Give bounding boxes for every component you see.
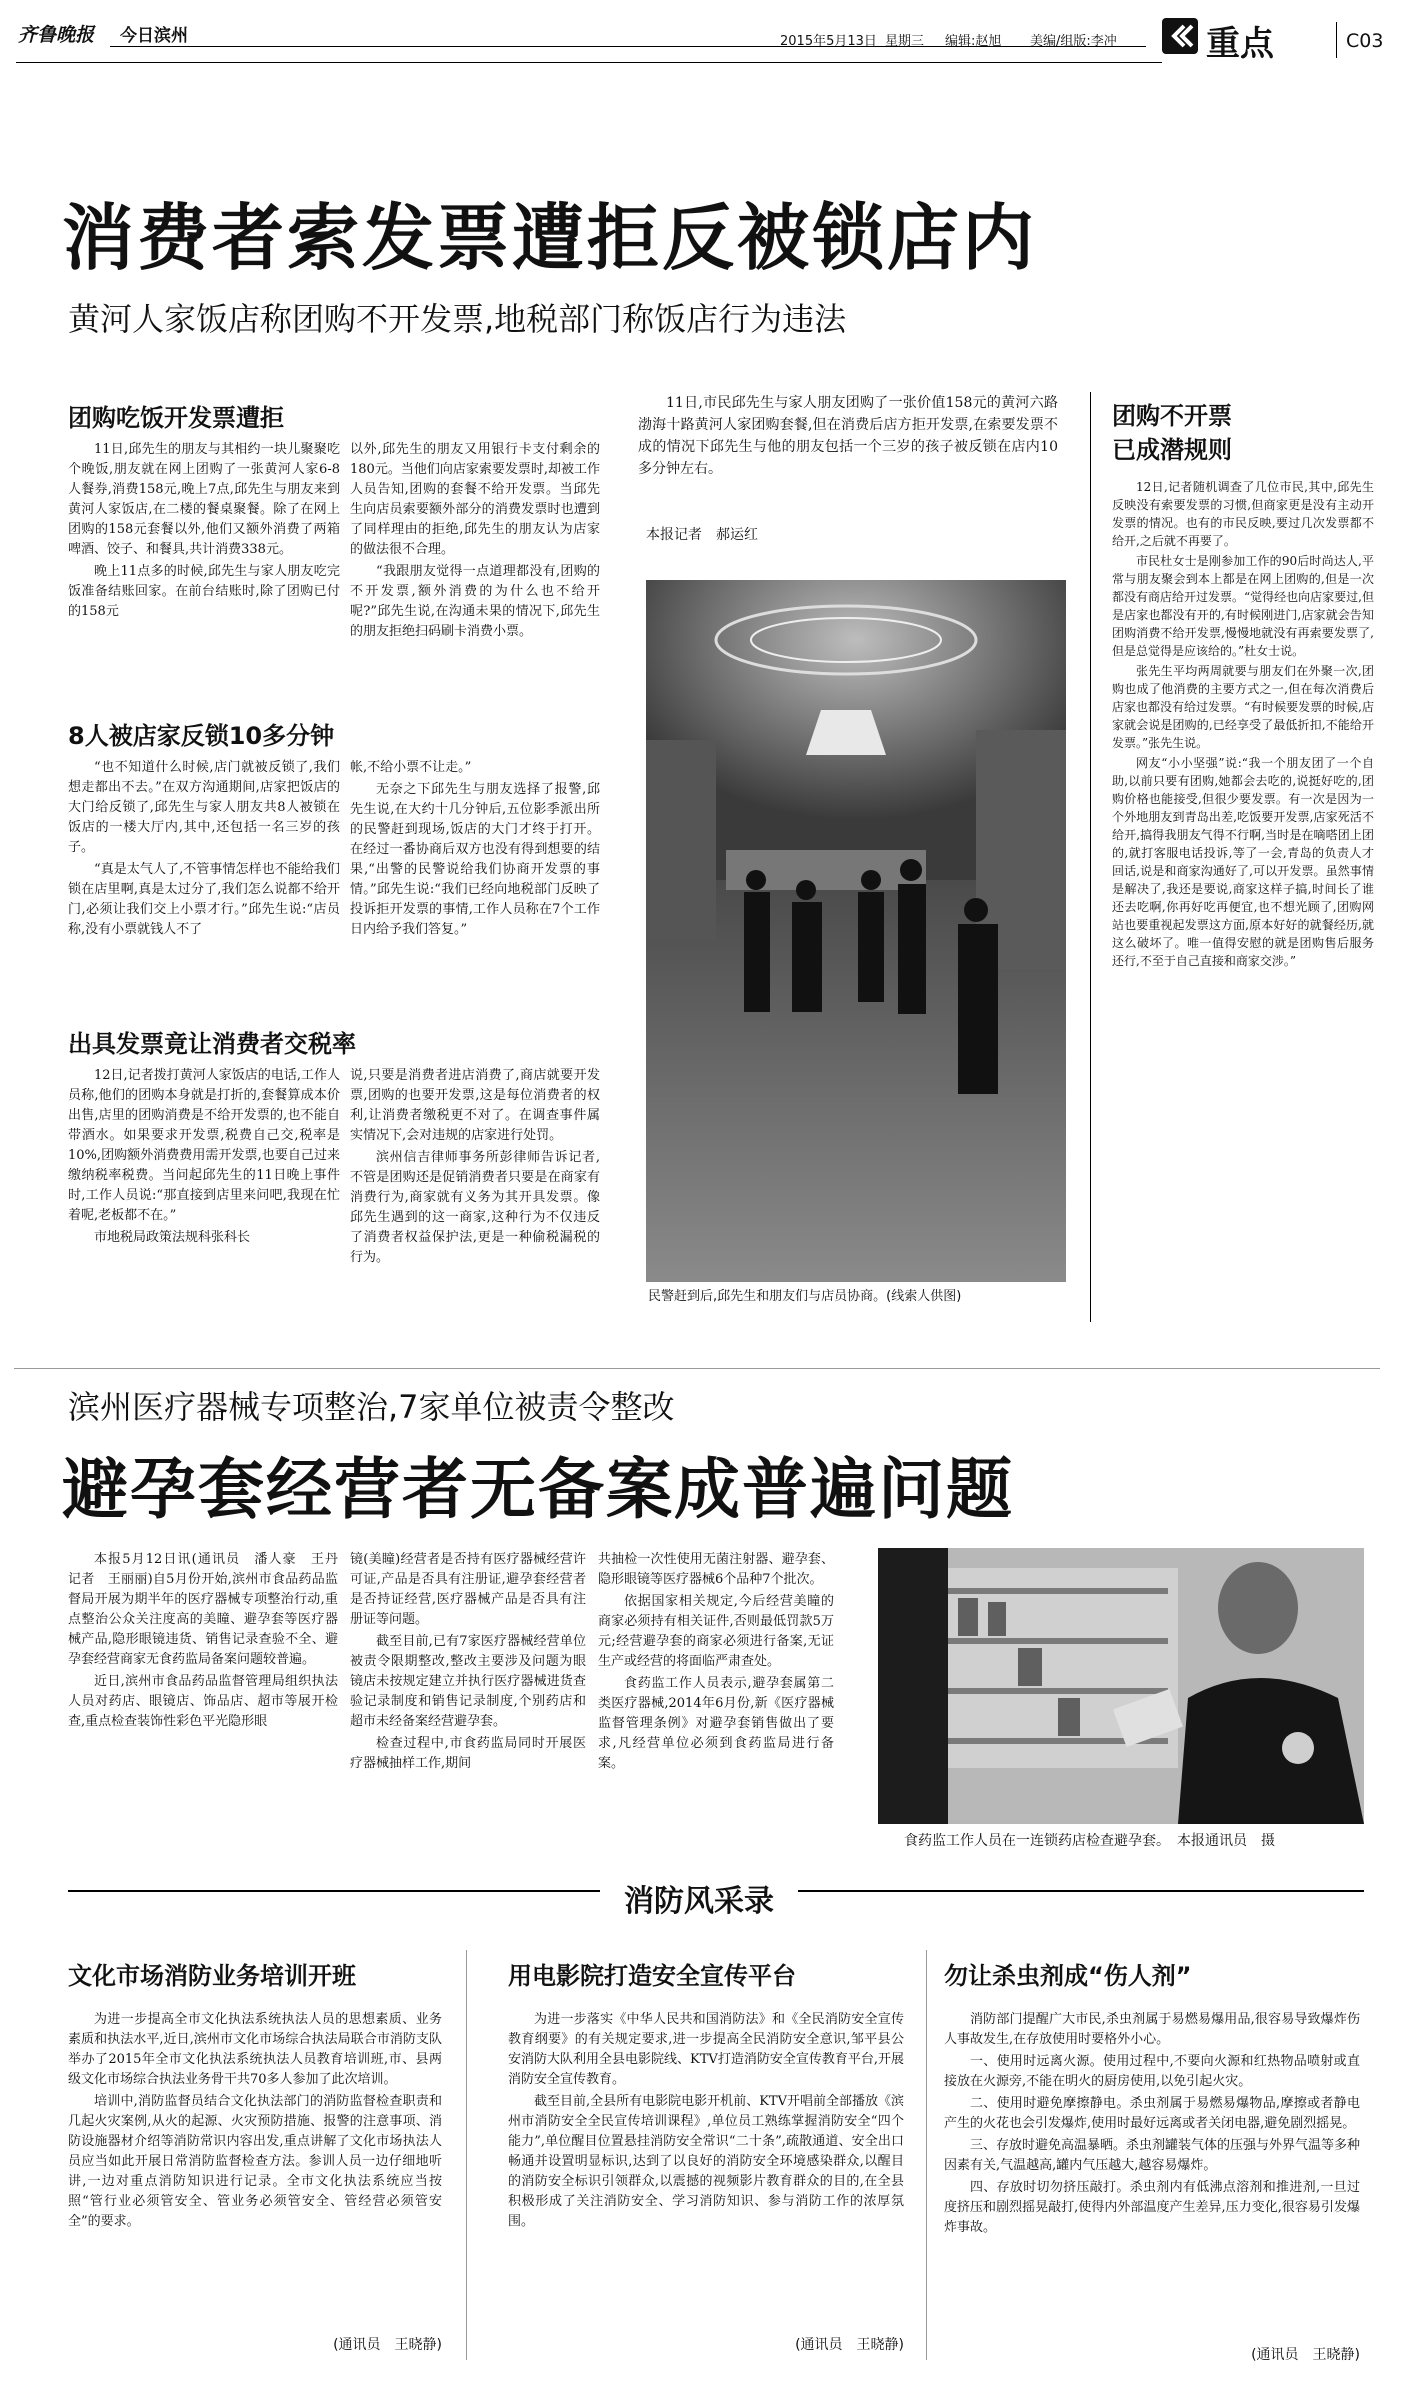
paragraph: 为进一步落实《中华人民共和国消防法》和《全民消防安全宣传教育纲要》的有关规定要求,进一步提高全民消防安全意识,邹平县公安消防大队利用全县电影院线、KTV打造消防安全宣传教育平台,开展消防安全宣传教育。 (508, 2012, 904, 2087)
paragraph: 张先生平均两周就要与朋友们在外聚一次,团购也成了他消费的主要方式之一,但在每次消费后店家也都没有给过发票。“有时候要发票的时候,店家就会说是团购的,已经享受了最低折扣,不能给开发票。”张先生说。 (1112, 664, 1374, 750)
paragraph: 无奈之下邱先生与朋友选择了报警,邱先生说,在大约十几分钟后,五位影季派出所的民警赶到现场,饭店的大门才终于打开。在经过一番协商后双方也没有得到想要的结果,“出警的民警说给我们协商开发票的事情。”邱先生说:“我们已经向地税部门反映了投诉拒开发票的事情,工作人员称在7个工作日内给予我们答复。” (350, 782, 600, 937)
intro-text: 11日,市民邱先生与家人朋友团购了一张价值158元的黄河六路渤海十路黄河人家团购套餐,但在消费后店方拒开发票,在索要发票不成的情况下邱先生与他的朋友包括一个三岁的孩子被反锁在店内10多分钟左右。 (638, 395, 1058, 477)
paragraph: 为进一步提高全市文化执法系统执法人员的思想素质、业务素质和执法水平,近日,滨州市文化市场综合执法局联合市消防支队举办了2015年全市文化执法系统执法人员教育培训班,市、县两级文化市场综合执法业务骨干共70多人参加了此次培训。 (68, 2012, 442, 2087)
designer: 美编/组版:李冲 (1030, 34, 1117, 49)
masthead (0, 0, 1409, 80)
date: 2015年5月13日 (780, 34, 877, 49)
side-heading-line2: 已成潜规则 (1112, 436, 1232, 464)
text-column (68, 758, 340, 998)
paragraph: “真是太气人了,不管事情怎样也不能给我们锁在店里啊,真是太过分了,我们怎么说都不给开门,必须让我们交上小票才行。”邱先生说:“店员称,没有小票就钱人不了 (68, 862, 340, 937)
paragraph: “也不知道什么时候,店门就被反锁了,我们想走都出不去。”在双方沟通期间,店家把饭店的大门给反锁了,邱先生与家人朋友共8人被锁在饭店的一楼大厅内,其中,还包括一名三岁的孩子。 (68, 760, 340, 855)
photo-caption: 食药监工作人员在一连锁药店检查避孕套。 本报通讯员 摄 (904, 1833, 1275, 1849)
text-column (68, 440, 340, 696)
section-name: 今日滨州 (120, 26, 188, 46)
text-column (350, 440, 600, 696)
news-photo (878, 1548, 1364, 1824)
photo-caption: 民警赶到后,邱先生和朋友们与店员协商。(线索人供图) (648, 1289, 962, 1304)
paragraph: 消防部门提醒广大市民,杀虫剂属于易燃易爆用品,很容易导致爆炸伤人事故发生,在存放使用时要格外小心。 (944, 2012, 1360, 2047)
paragraph: 11日,邱先生的朋友与其相约一块儿聚聚吃个晚饭,朋友就在网上团购了一张黄河人家6-8人餐券,消费158元,晚上7点,邱先生与朋友来到黄河人家饭店,在二楼的餐桌聚餐。除了在网上团购的158元套餐以外,他们又额外消费了两箱啤酒、饺子、和餐具,共计消费338元。 (68, 442, 340, 557)
editor: 编辑:赵旭 (945, 34, 1002, 49)
paragraph: 本报5月12日讯(通讯员 潘人豪 王丹 记者 王丽丽)自5月份开始,滨州市食品药品监督局开展为期半年的医疗器械专项整治行动,重点整治公众关注度高的美瞳、避孕套等医疗器械产品,隐形眼镜违货、销售记录查验不全、避孕套经营商家无食药监局备案问题较普遍。 (68, 1552, 352, 1667)
section-tab (1162, 18, 1198, 54)
page-number: C03 (1346, 30, 1384, 52)
text-column (350, 1066, 600, 1316)
paragraph: 一、使用时远离火源。使用过程中,不要向火源和红热物品喷射或直接放在火源旁,不能在明火的厨房使用,以免引起火灾。 (944, 2054, 1360, 2089)
byline: (通讯员 王晓静) (333, 2337, 442, 2353)
text-column (350, 758, 600, 998)
fire-article-title: 勿让杀虫剂成“伤人剂” (944, 1962, 1192, 1990)
paragraph: 12日,记者随机调查了几位市民,其中,邱先生反映没有索要发票的习惯,但商家更是没有主动开发票的情况。也有的市民反映,要过几次发票都不给开,之后就不再要了。 (1112, 480, 1374, 548)
paragraph: 依据国家相关规定,今后经营美瞳的商家必须持有相关证件,否则最低罚款5万元;经营避孕套的商家必须进行备案,无证生产或经营的将面临严肃查处。 (598, 1594, 834, 1669)
text-column (508, 2010, 904, 2310)
paragraph: 网友“小小坚强”说:“我一个朋友团了一个自助,以前只要有团购,她都会去吃的,说挺好吃的,团购价格也能接受,但很少要发票。有一次是因为一个外地朋友到青岛出差,吃饭要开发票,店家死活不给开,搞得我朋友气得不行啊,当时是在嘀嗒团上团的,就打客服电话投诉,等了一会,青岛的负责人才回话,说是和商家沟通好了,可以开发票。虽然事情是解决了,我还是要说,商家这样子搞,时间长了谁还去吃啊,你再好吃再便宜,也不想光顾了,团购网站也要重视起发票这方面,原本好好的就餐经历,就这么破坏了。唯一值得安慰的就是团购售后服务还行,不至于自己直接和商家交涉。” (1112, 756, 1374, 968)
kicker: 滨州医疗器械专项整治,7家单位被责令整改 (68, 1388, 675, 1426)
fire-article-title: 用电影院打造安全宣传平台 (508, 1962, 796, 1990)
paragraph: 晚上11点多的时候,邱先生与家人朋友吃完饭准备结账回家。在前台结账时,除了团购已付的158元 (68, 564, 340, 619)
text-column (68, 1550, 352, 1854)
paragraph: 食药监工作人员表示,避孕套属第二类医疗器械,2014年6月份,新《医疗器械监督管理条例》对避孕套销售做出了要求,凡经营单位必须到食药监局进行备案。 (598, 1676, 834, 1771)
paragraph: 市民杜女士是刚参加工作的90后时尚达人,平常与朋友聚会到本上都是在网上团购的,但是一次都没有商店给开过发票。“觉得经也向店家要过,但是店家也都没有开的,有时候刚进门,店家就会告知团购消费不给开发票,慢慢地就没有再索要发票了,但是总觉得是应该给的。”杜女士说。 (1112, 554, 1374, 658)
byline: (通讯员 王晓静) (1251, 2347, 1360, 2363)
news-photo (646, 580, 1066, 1282)
side-column (1112, 478, 1374, 1316)
section-label: 重点 (1206, 24, 1274, 64)
headline-2: 避孕套经营者无备案成普遍问题 (62, 1451, 1014, 1528)
paragraph: 二、使用时避免摩擦静电。杀虫剂属于易燃易爆物品,摩擦或者静电产生的火花也会引发爆炸,使用时最好远离或者关闭电器,避免剧烈摇晃。 (944, 2096, 1360, 2131)
paragraph: 说,只要是消费者进店消费了,商店就要开发票,团购的也要开发票,这是每位消费者的权利,让消费者缴税更不对了。在调查事件属实情况下,会对违规的店家进行处罚。 (350, 1068, 600, 1143)
headline: 消费者索发票遭拒反被锁店内 (62, 196, 1038, 280)
section-heading: 团购吃饭开发票遭拒 (68, 404, 284, 432)
text-column (68, 2010, 442, 2310)
paragraph: 截至目前,已有7家医疗器械经营单位被责令限期整改,整改主要涉及问题为眼镜店未按规定建立并执行医疗器械进货查验记录制度和销售记录制度,个别药店和超市未经备案经营避孕套。 (350, 1634, 586, 1729)
paragraph: 检查过程中,市食药监局同时开展医疗器械抽样工作,期间 (350, 1736, 586, 1771)
paragraph: “我跟朋友觉得一点道理都没有,团购的不开发票,额外消费的为什么也不给开呢?”邱先生说,在沟通未果的情况下,邱先生的朋友拒绝扫码刷卡消费小票。 (350, 564, 600, 639)
text-column (944, 2010, 1360, 2330)
text-column (350, 1550, 586, 1854)
section-heading: 出具发票竟让消费者交税率 (68, 1030, 356, 1058)
side-heading-line1: 团购不开票 (1112, 402, 1232, 430)
paragraph: 近日,滨州市食品药品监督管理局组织执法人员对药店、眼镜店、饰品店、超市等展开检查,重点检查装饰性彩色平光隐形眼 (68, 1674, 338, 1729)
paragraph: 滨州信吉律师事务所彭律师告诉记者,不管是团购还是促销消费者只要是在商家有消费行为,商家就有义务为其开具发票。像邱先生遇到的这一商家,这种行为不仅违反了消费者权益保护法,更是一种偷税漏税的行为。 (350, 1150, 600, 1265)
reporter-credit: 本报记者 郝运红 (646, 527, 758, 543)
fire-article-title: 文化市场消防业务培训开班 (68, 1962, 356, 1990)
paragraph: 培训中,消防监督员结合文化执法部门的消防监督检查职责和几起火灾案例,从火的起源、火灾预防措施、报警的注意事项、消防设施器材介绍等消防常识内容出发,重点讲解了文化市场执法人员应当如此开展日常消防监督检查方法。参训人员一边仔细地听讲,一边对重点消防知识进行记录。全市文化执法系统应当按照“管行业必须管安全、管业务必须管安全、管经营必须管安全”的要求。 (68, 2094, 442, 2229)
paragraph: 帐,不给小票不让走。” (350, 760, 472, 775)
paragraph: 12日,记者拨打黄河人家饭店的电话,工作人员称,他们的团购本身就是打折的,套餐算成本价出售,店里的团购消费是不给开发票的,也不能自带酒水。如果要求开发票,税费自己交,税率是10%,团购额外消费费用需开发票,也要自己过来缴纳税率税费。当问起邱先生的11日晚上事件时,工作人员说:“那直接到店里来问吧,我现在忙着呢,老板都不在。” (68, 1068, 340, 1223)
paragraph: 三、存放时避免高温暴晒。杀虫剂罐装气体的压强与外界气温等多种因素有关,气温越高,罐内气压越大,越容易爆炸。 (944, 2138, 1361, 2173)
paragraph: 四、存放时切勿挤压敲打。杀虫剂内有低沸点溶剂和推进剂,一旦过度挤压和剧烈摇晃敲打,使得内外部温度产生差异,压力变化,很容易引发爆炸事故。 (944, 2180, 1360, 2235)
section-heading: 8人被店家反锁10多分钟 (68, 722, 335, 750)
paragraph: 市地税局政策法规科张科长 (94, 1230, 251, 1245)
text-column (68, 1066, 340, 1316)
text-column (598, 1550, 834, 1854)
paragraph: 截至目前,全县所有电影院电影开机前、KTV开唱前全部播放《滨州市消防安全全民宣传培训课程》,单位员工熟练掌握消防安全“四个能力”,单位醒目位置悬挂消防安全常识“二十条”,疏散通道、安全出口畅通并设置明显标识,达到了以良好的消防安全环境感染群众,以醒目的消防安全标识引领群众,以震撼的视频影片教育群众的目的,在全县积极形成了关注消防安全、学习消防知识、参与消防工作的浓厚氛围。 (508, 2094, 904, 2229)
double-chevron-icon (1162, 18, 1198, 54)
paragraph: 镜(美瞳)经营者是否持有医疗器械经营许可证,产品是否具有注册证,避孕套经营者是否持证经营,医疗器械产品是否具有注册证等问题。 (350, 1552, 586, 1627)
paragraph: 以外,邱先生的朋友又用银行卡支付剩余的180元。当他们向店家索要发票时,却被工作人员告知,团购的套餐不给开发票。当邱先生向店员索要额外部分的消费发票时也遭到了同样理由的拒绝,邱先生的朋友认为店家的做法很不合理。 (350, 442, 600, 557)
fire-section-title: 消防风采录 (600, 1876, 798, 1920)
subheadline: 黄河人家饭店称团购不开发票,地税部门称饭店行为违法 (68, 300, 847, 338)
weekday: 星期三 (885, 34, 925, 49)
paper-logo: 齐鲁晚报 (18, 24, 95, 46)
paragraph: 共抽检一次性使用无菌注射器、避孕套、隐形眼镜等医疗器械6个品种7个批次。 (598, 1552, 834, 1587)
byline: (通讯员 王晓静) (795, 2337, 904, 2353)
